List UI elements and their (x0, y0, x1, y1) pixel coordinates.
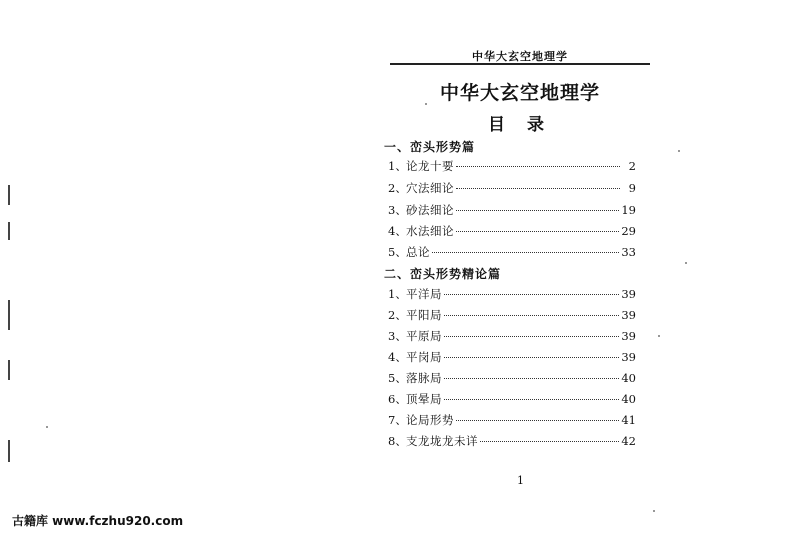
toc-entry[interactable] (388, 223, 636, 239)
dot-leader (480, 441, 619, 442)
entry-label: 穴法细论 (406, 181, 454, 195)
entry-number: 7、 (388, 413, 407, 427)
header-rule (390, 63, 650, 65)
binding-mark (8, 440, 10, 462)
binding-mark (8, 222, 10, 240)
toc-entry[interactable] (388, 244, 636, 260)
entry-number: 3、 (388, 329, 407, 343)
toc-entry[interactable] (388, 370, 636, 386)
binding-mark (8, 185, 10, 205)
entry-label: 平原局 (406, 329, 442, 343)
page-number: 1 (517, 474, 524, 487)
entry-page: 9 (628, 181, 636, 195)
entry-label: 支龙垅龙未详 (406, 434, 478, 448)
dot-leader (456, 420, 619, 421)
entry-label: 平阳局 (406, 308, 442, 322)
dot-leader (444, 399, 619, 400)
scan-speck (658, 335, 660, 337)
entry-label: 论局形势 (406, 413, 454, 427)
entry-page: 33 (621, 245, 636, 259)
entry-page: 39 (621, 329, 636, 343)
toc-entry[interactable] (388, 433, 636, 449)
toc-entry[interactable] (388, 202, 636, 218)
entry-number: 8、 (388, 434, 407, 448)
entry-number: 1、 (388, 159, 407, 173)
dot-leader (444, 315, 619, 316)
book-title: 中华大玄空地理学 (439, 82, 600, 104)
scan-speck (685, 262, 687, 264)
dot-leader (444, 294, 619, 295)
dot-leader (456, 188, 620, 189)
entry-number: 4、 (388, 350, 407, 364)
dot-leader (456, 231, 619, 232)
entry-number: 5、 (388, 245, 407, 259)
toc-entry[interactable] (388, 158, 636, 174)
scan-speck (653, 510, 655, 512)
entry-number: 6、 (388, 392, 407, 406)
binding-mark (8, 360, 10, 380)
entry-number: 5、 (388, 371, 407, 385)
entry-page: 2 (628, 159, 636, 173)
dot-leader (456, 166, 620, 167)
toc-entry[interactable] (388, 328, 636, 344)
dot-leader (444, 378, 619, 379)
entry-label: 砂法细论 (406, 203, 454, 217)
toc-title: 目 录 (488, 115, 552, 135)
entry-label: 水法细论 (406, 224, 454, 238)
watermark: 古籍库 www.fczhu920.com (12, 514, 184, 528)
entry-page: 42 (621, 434, 636, 448)
running-header: 中华大玄空地理学 (472, 50, 568, 63)
entry-label: 平岗局 (406, 350, 442, 364)
entry-number: 3、 (388, 203, 407, 217)
entry-label: 落脉局 (406, 371, 442, 385)
entry-label: 论龙十要 (406, 159, 454, 173)
entry-page: 19 (621, 203, 636, 217)
entry-page: 29 (621, 224, 636, 238)
entry-page: 39 (621, 308, 636, 322)
toc-entry[interactable] (388, 391, 636, 407)
scan-speck (46, 426, 48, 428)
toc-entry[interactable] (388, 307, 636, 323)
entry-page: 40 (621, 392, 636, 406)
entry-number: 4、 (388, 224, 407, 238)
binding-mark (8, 300, 10, 330)
section-title: 二、峦头形势精论篇 (384, 267, 502, 281)
toc-entry[interactable] (388, 349, 636, 365)
entry-label: 顶晕局 (406, 392, 442, 406)
entry-page: 40 (621, 371, 636, 385)
entry-label: 平洋局 (406, 287, 442, 301)
scan-speck (678, 150, 680, 152)
toc-entry[interactable] (388, 412, 636, 428)
dot-leader (444, 357, 619, 358)
dot-leader (432, 252, 619, 253)
entry-page: 41 (621, 413, 636, 427)
entry-number: 2、 (388, 308, 407, 322)
dot-leader (456, 210, 619, 211)
entry-page: 39 (621, 350, 636, 364)
dot-leader (444, 336, 619, 337)
entry-page: 39 (621, 287, 636, 301)
entry-number: 1、 (388, 287, 407, 301)
section-title: 一、峦头形势篇 (384, 140, 476, 154)
toc-entry[interactable] (388, 286, 636, 302)
entry-label: 总论 (406, 245, 430, 259)
entry-number: 2、 (388, 181, 407, 195)
toc-entry[interactable] (388, 180, 636, 196)
